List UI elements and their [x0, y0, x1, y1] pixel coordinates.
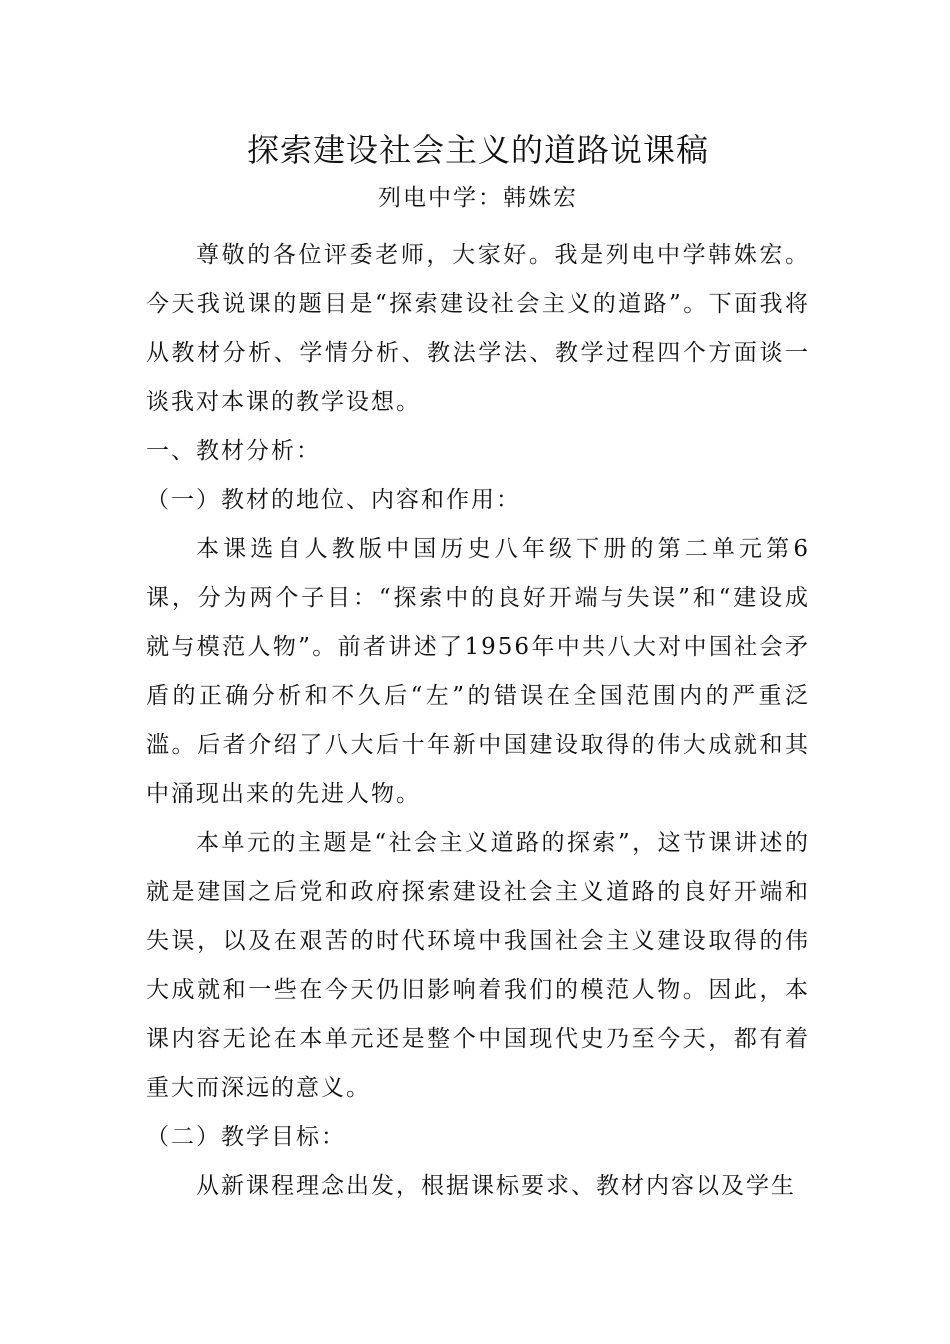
document-title: 探索建设社会主义的道路说课稿 [246, 131, 709, 169]
paragraph-teaching-goals: 从新课程理念出发，根据课标要求、教材内容以及学生 [196, 1173, 796, 1199]
subsection-heading-position-content: （一）教材的地位、内容和作用： [146, 487, 521, 513]
document-body [146, 231, 810, 1211]
subsection-heading-teaching-goals: （二）教学目标： [146, 1124, 346, 1150]
section-heading-textbook-analysis: 一、教材分析： [146, 438, 321, 464]
document-page [146, 0, 810, 1344]
paragraph-intro: 尊敬的各位评委老师，大家好。我是列电中学韩姝宏。今天我说课的题目是“探索建设社会主义的道路”。下面我将从教材分析、学情分析、教法学法、教学过程四个方面谈一谈我对本课的教学设想。 [146, 242, 810, 415]
paragraph-lesson-content: 本课选自人教版中国历史八年级下册的第二单元第6课，分为两个子目：“探索中的良好开端与失误”和“建设成就与模范人物”。前者讲述了1956年中共八大对中国社会矛盾的正确分析和不久后“左”的错误在全国范围内的严重泛滥。后者介绍了八大后十年新中国建设取得的伟大成就和其中涌现出来的先进人物。 [146, 536, 810, 807]
document-author: 列电中学：韩姝宏 [378, 185, 578, 211]
paragraph-unit-theme: 本单元的主题是“社会主义道路的探索”，这节课讲述的就是建国之后党和政府探索建设社会主义道路的良好开端和失误，以及在艰苦的时代环境中我国社会主义建设取得的伟大成就和一些在今天仍旧影响着我们的模范人物。因此，本课内容无论在本单元还是整个中国现代史乃至今天，都有着重大而深远的意义。 [146, 830, 810, 1101]
